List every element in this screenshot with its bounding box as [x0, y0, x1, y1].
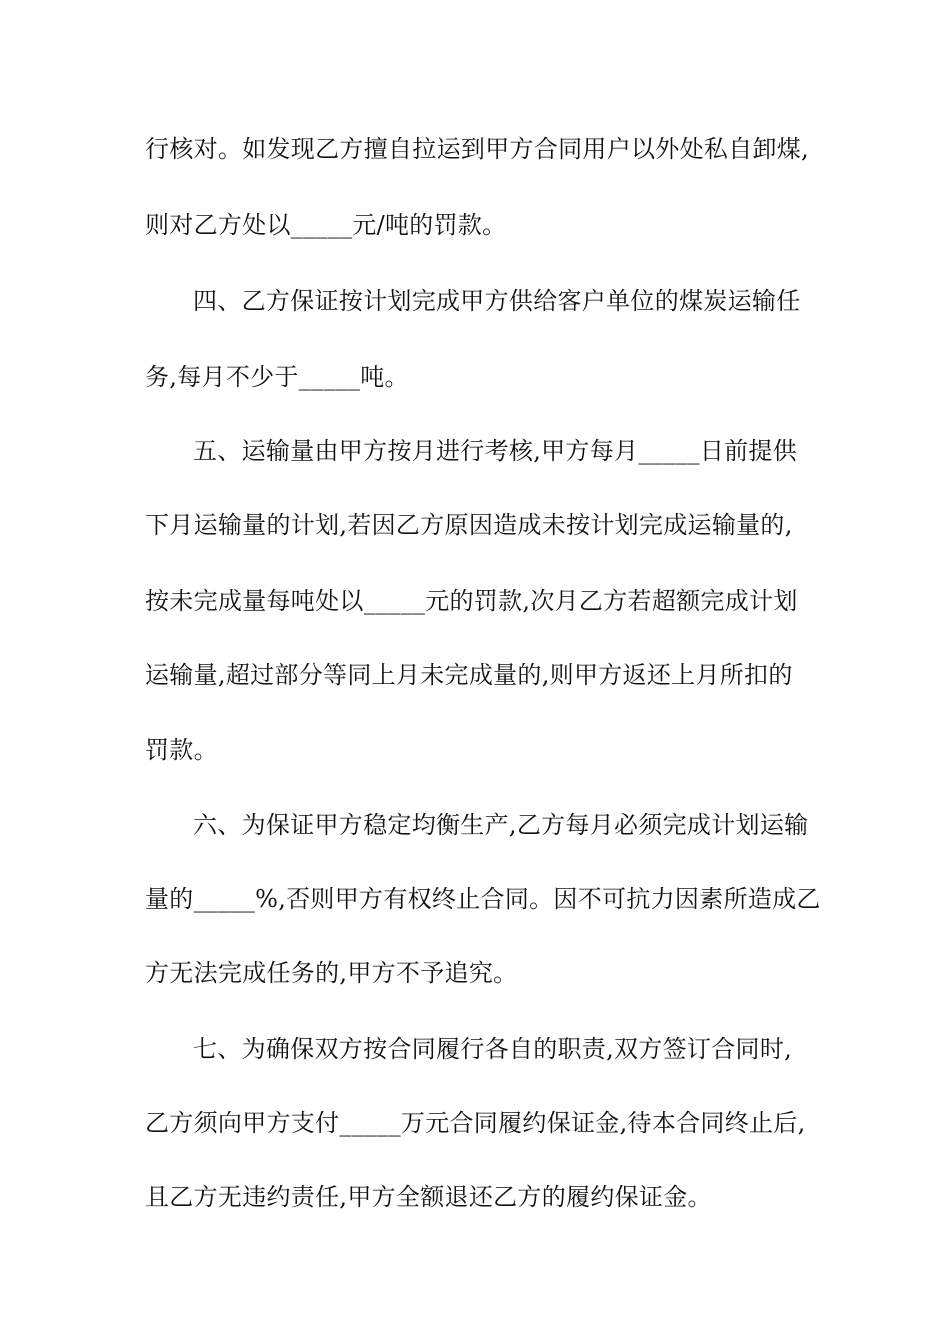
text-line: 且乙方无违约责任,甲方全额退还乙方的履约保证金。: [145, 1183, 712, 1211]
clause-seven-heading-line: 七、为确保双方按合同履行各自的职责,双方签订合同时,: [193, 1035, 793, 1063]
text-line: 则对乙方处以_____元/吨的罚款。: [145, 211, 507, 239]
clause-five-heading-line: 五、运输量由甲方按月进行考核,甲方每月_____日前提供: [193, 437, 798, 465]
clause-six-heading-line: 六、为保证甲方稳定均衡生产,乙方每月必须完成计划运输: [193, 811, 809, 839]
text-line: 量的_____%,否则甲方有权终止合同。因不可抗力因素所造成乙: [145, 885, 821, 913]
text-line: 下月运输量的计划,若因乙方原因造成未按计划完成运输量的,: [145, 511, 793, 539]
text-line: 运输量,超过部分等同上月未完成量的,则甲方返还上月所扣的: [145, 661, 793, 689]
text-line: 乙方须向甲方支付_____万元合同履约保证金,待本合同终止后,: [145, 1109, 806, 1137]
text-line: 务,每月不少于_____吨。: [145, 363, 409, 391]
text-line: 行核对。如发现乙方擅自拉运到甲方合同用户以外处私自卸煤,: [145, 135, 810, 163]
text-line: 按未完成量每吨处以_____元的罚款,次月乙方若超额完成计划: [145, 587, 798, 615]
clause-four-heading-line: 四、乙方保证按计划完成甲方供给客户单位的煤炭运输任: [193, 287, 801, 315]
text-line: 罚款。: [145, 736, 218, 764]
text-line: 方无法完成任务的,甲方不予追究。: [145, 959, 518, 987]
